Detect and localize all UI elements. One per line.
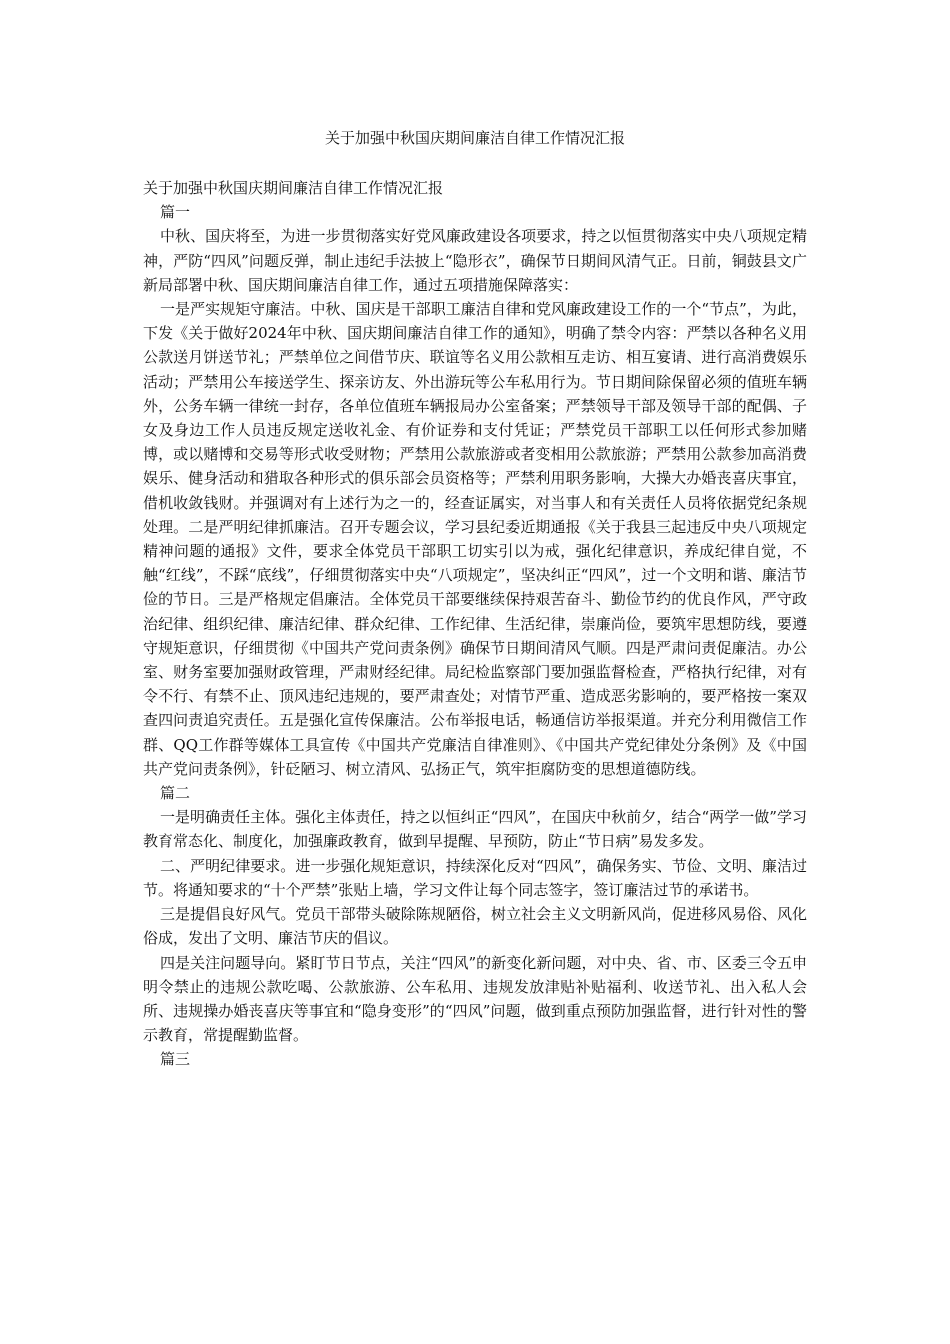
paragraph: 二、严明纪律要求。进一步强化规矩意识，持续深化反对“四风”，确保务实、节俭、文明、廉洁过节。将通知要求的“十个严禁”张贴上墙，学习文件让每个同志签字，签订廉洁过节的承诺书。 [143,856,807,899]
document-body [143,176,807,1072]
document-subtitle: 关于加强中秋国庆期间廉洁自律工作情况汇报 [143,179,444,197]
paragraph: 一是明确责任主体。强化主体责任，持之以恒纠正“四风”，在国庆中秋前夕，结合“两学一做”学习教育常态化、制度化，加强廉政教育，做到早提醒、早预防，防止“节日病”易发多发。 [143,808,807,851]
section-heading: 篇一 [160,203,191,222]
paragraph: 一是严实规矩守廉洁。中秋、国庆是干部职工廉洁自律和党风廉政建设工作的一个“节点”，为此，下发《关于做好2024年中秋、国庆期间廉洁自律工作的通知》，明确了禁令内容：严禁以各种名义用公款送月饼送节礼；严禁单位之间借节庆、联谊等名义用公款相互走访、相互宴请、进行高消费娱乐活动；严禁用公车接送学生、探亲访友、外出游玩等公车私用行为。节日期间除保留必须的值班车辆外，公务车辆一律统一封存，各单位值班车辆报局办公室备案；严禁领导干部及领导干部的配偶、子女及身边工作人员违反规定送收礼金、有价证券和支付凭证；严禁党员干部职工以任何形式参加赌博，或以赌博和交易等形式收受财物；严禁用公款旅游或者变相用公款旅游；严禁用公款参加高消费娱乐、健身活动和猎取各种形式的俱乐部会员资格等；严禁利用职务影响，大操大办婚丧喜庆事宜，借机收敛钱财。并强调对有上述行为之一的，经查证属实，对当事人和有关责任人员将依据党纪条规处理。二是严明纪律抓廉洁。召开专题会议，学习县纪委近期通报《关于我县三起违反中央八项规定精神问题的通报》文件，要求全体党员干部职工切实引以为戒，强化纪律意识，养成纪律自觉，不触“红线”，不踩“底线”，仔细贯彻落实中央“八项规定”，坚决纠正“四风”，过一个文明和谐、廉洁节俭的节日。三是严格规定倡廉洁。全体党员干部要继续保持艰苦奋斗、勤俭节约的优良作风，严守政治纪律、组织纪律、廉洁纪律、群众纪律、工作纪律、生活纪律，崇廉尚俭，要筑牢思想防线，要遵守规矩意识，仔细贯彻《中国共产党问责条例》确保节日期间清风气顺。四是严肃问责促廉洁。办公室、财务室要加强财政管理，严肃财经纪律。局纪检监察部门要加强监督检查，严格执行纪律，对有令不行、有禁不止、顶风违纪违规的，要严肃查处；对情节严重、造成恶劣影响的，要严格按一案双查四问责追究责任。五是强化宣传保廉洁。公布举报电话，畅通信访举报渠道。并充分利用微信工作群、QQ工作群等媒体工具宣传《中国共产党廉洁自律准则》、《中国共产党纪律处分条例》及《中国共产党问责条例》，针砭陋习、树立清风、弘扬正气，筑牢拒腐防变的思想道德防线。 [143,300,807,778]
section-heading: 篇二 [160,784,191,803]
paragraph: 三是提倡良好风气。党员干部带头破除陈规陋俗，树立社会主义文明新风尚，促进移风易俗、风化俗成，发出了文明、廉洁节庆的倡议。 [143,905,807,948]
paragraph: 中秋、国庆将至，为进一步贯彻落实好党风廉政建设各项要求，持之以恒贯彻落实中央八项规定精神，严防“四风”问题反弹，制止违纪手法披上“隐形衣”，确保节日期间风清气正。日前，铜鼓县文广新局部署中秋、国庆期间廉洁自律工作，通过五项措施保障落实： [143,227,807,294]
section-heading: 篇三 [160,1050,191,1069]
document-title: 关于加强中秋国庆期间廉洁自律工作情况汇报 [324,129,625,147]
paragraph: 四是关注问题导向。紧盯节日节点，关注“四风”的新变化新问题，对中央、省、市、区委三令五申明令禁止的违规公款吃喝、公款旅游、公车私用、违规发放津贴补贴福利、收送节礼、出入私人会所、违规操办婚丧喜庆等事宜和“隐身变形”的“四风”问题，做到重点预防加强监督，进行针对性的警示教育，常提醒勤监督。 [143,953,807,1045]
